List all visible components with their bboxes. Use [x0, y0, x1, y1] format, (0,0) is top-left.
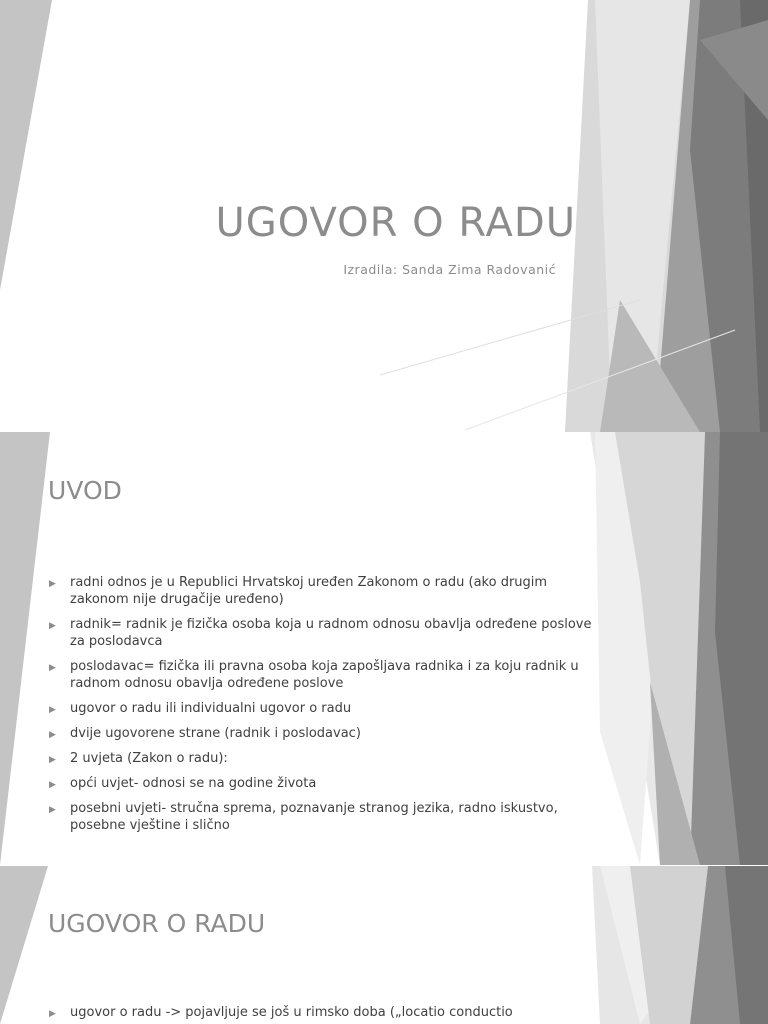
- list-item: [48, 750, 593, 767]
- triangle-right-icon: ▶: [49, 755, 56, 765]
- list-item-text: posebni uvjeti- stručna sprema, poznavanje stranog jezika, radno iskustvo, posebne vještine i slično: [70, 801, 558, 833]
- slide-heading: UVOD: [48, 476, 122, 505]
- slide-heading: UGOVOR O RADU: [48, 909, 266, 938]
- list-item: [48, 700, 593, 717]
- list-item-text: dvije ugovorene strane (radnik i poslodavac): [70, 726, 361, 741]
- list-item: [48, 775, 593, 792]
- list-item: [48, 574, 593, 608]
- triangle-right-icon: ▶: [49, 780, 56, 790]
- presentation-title: UGOVOR O RADU: [215, 200, 576, 246]
- bullet-list: [48, 1004, 593, 1024]
- triangle-right-icon: ▶: [49, 663, 56, 673]
- slide-title: [0, 0, 768, 432]
- list-item-text: poslodavac= fizička ili pravna osoba koja zapošljava radnika i za koju radnik u radnom odnosu obavlja određene poslove: [70, 659, 579, 691]
- list-item: [48, 616, 593, 650]
- list-item: [48, 1004, 593, 1021]
- list-item: [48, 800, 593, 834]
- facet-decoration: [0, 866, 768, 1024]
- list-item: [48, 725, 593, 742]
- list-item-text: radnik= radnik je fizička osoba koja u radnom odnosu obavlja određene poslove za poslodavca: [70, 617, 592, 649]
- slide-uvod: [0, 432, 768, 865]
- bullet-list: [48, 574, 593, 842]
- triangle-right-icon: ▶: [49, 579, 56, 589]
- list-item-text: ugovor o radu ili individualni ugovor o radu: [70, 701, 352, 716]
- triangle-right-icon: ▶: [49, 621, 56, 631]
- list-item-text: ugovor o radu -> pojavljuje se još u rimsko doba („locatio conductio: [70, 1005, 513, 1020]
- triangle-right-icon: ▶: [49, 805, 56, 815]
- slide-ugovor: [0, 866, 768, 1024]
- triangle-right-icon: ▶: [49, 1009, 56, 1019]
- list-item-text: radni odnos je u Republici Hrvatskoj uređen Zakonom o radu (ako drugim zakonom nije drugačije uređeno): [70, 575, 548, 607]
- list-item: [48, 658, 593, 692]
- presentation-subtitle: Izradila: Sanda Zima Radovanić: [343, 262, 556, 277]
- list-item-text: 2 uvjeta (Zakon o radu):: [70, 751, 228, 766]
- triangle-right-icon: ▶: [49, 705, 56, 715]
- triangle-right-icon: ▶: [49, 730, 56, 740]
- list-item-text: opći uvjet- odnosi se na godine života: [70, 776, 317, 791]
